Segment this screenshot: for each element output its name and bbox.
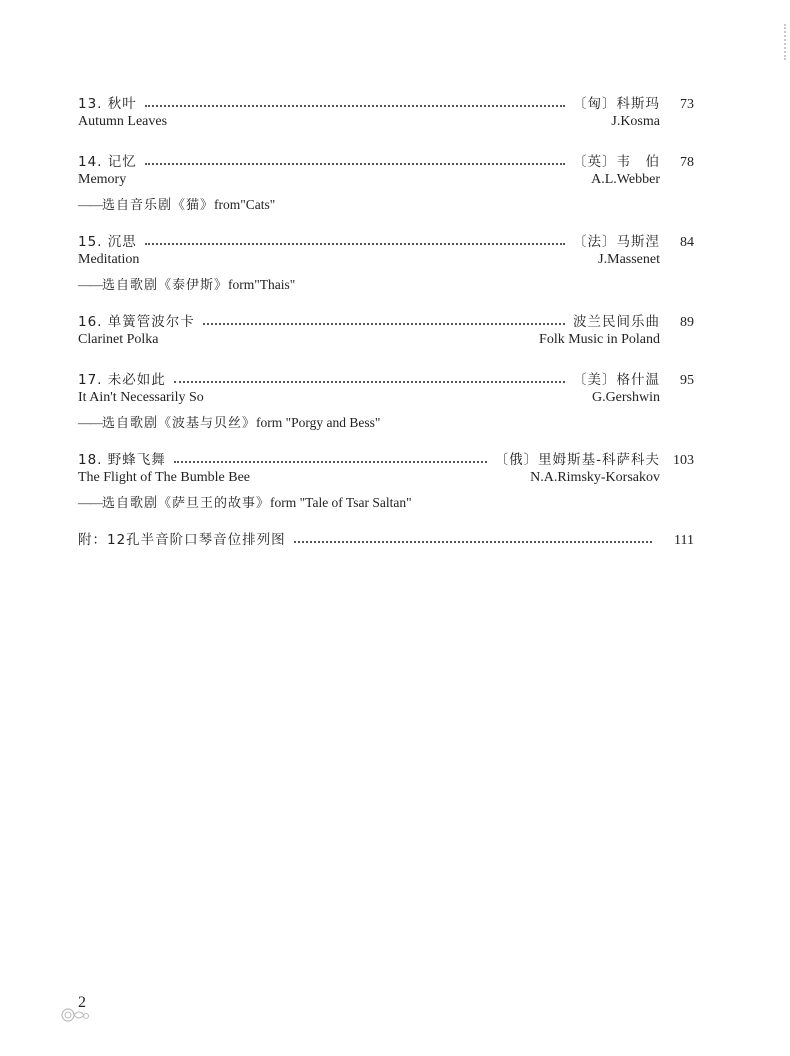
entry-english-composer: N.A.Rimsky-Korsakov	[530, 470, 660, 485]
entry-composer: 〔美〕格什温	[573, 372, 660, 388]
entry-english-title: Meditation	[78, 252, 140, 267]
entry-page: 103	[673, 453, 694, 468]
leader-dots	[174, 460, 487, 463]
entry-page: 89	[680, 315, 694, 330]
entry-page: 78	[680, 155, 694, 170]
entry-source	[78, 274, 694, 296]
entry-title: 15. 沉思	[78, 234, 137, 250]
source-zh: 选自音乐剧《猫》	[102, 198, 215, 213]
entry-title: 18. 野蜂飞舞	[78, 452, 166, 468]
leader-dots	[294, 540, 652, 543]
source-dash: ——	[78, 495, 102, 510]
entry-source	[78, 194, 694, 216]
source-en: from"Cats"	[214, 197, 276, 212]
toc-entry	[78, 230, 694, 296]
entry-composer: 〔法〕马斯涅	[573, 234, 660, 250]
source-zh: 选自歌剧《波基与贝丝》	[102, 416, 257, 431]
entry-page: 95	[680, 373, 694, 388]
entry-title: 16. 单簧管波尔卡	[78, 314, 195, 330]
entry-english-composer: A.L.Webber	[591, 172, 660, 187]
toc-entry	[78, 448, 694, 514]
page-edge-marks	[782, 24, 786, 60]
leader-dots	[145, 242, 565, 245]
leader-dots	[174, 380, 565, 383]
toc-entry	[78, 310, 694, 354]
entry-page: 84	[680, 235, 694, 250]
ornament-icon	[58, 1004, 92, 1024]
appendix-page: 111	[674, 533, 694, 548]
source-zh: 选自歌剧《萨旦王的故事》	[102, 496, 271, 511]
entry-english-composer: G.Gershwin	[591, 390, 660, 405]
entry-page: 73	[680, 97, 694, 112]
entry-english-composer: Folk Music in Poland	[539, 332, 660, 347]
source-en: form "Tale of Tsar Saltan"	[270, 495, 412, 510]
leader-dots	[145, 104, 565, 107]
leader-dots	[145, 162, 565, 165]
page-number: 2	[78, 994, 86, 1011]
source-dash: ——	[78, 197, 102, 212]
entry-english-composer: J.Massenet	[598, 252, 660, 267]
leader-dots	[203, 322, 565, 325]
entry-title: 14. 记忆	[78, 154, 137, 170]
entry-english-composer: J.Kosma	[611, 114, 660, 129]
entry-composer: 〔匈〕科斯玛	[573, 96, 660, 112]
entry-source	[78, 492, 694, 514]
entry-english-title: Autumn Leaves	[78, 114, 168, 129]
toc-entry	[78, 92, 694, 136]
table-of-contents	[78, 92, 694, 564]
entry-english-title: Memory	[78, 172, 127, 187]
source-en: form"Thais"	[228, 277, 296, 292]
entry-title: 13. 秋叶	[78, 96, 137, 112]
source-dash: ——	[78, 415, 102, 430]
source-en: form "Porgy and Bess"	[256, 415, 381, 430]
entry-title: 17. 未必如此	[78, 372, 166, 388]
toc-entry	[78, 368, 694, 434]
entry-english-title: Clarinet Polka	[78, 332, 159, 347]
entry-english-title: It Ain't Necessarily So	[78, 390, 204, 405]
toc-appendix	[78, 528, 694, 550]
page-footer	[58, 994, 98, 1024]
appendix-title: 附：12孔半音阶口琴音位排列图	[78, 532, 286, 548]
entry-composer: 〔英〕韦 伯	[573, 154, 660, 170]
entry-composer: 〔俄〕里姆斯基-科萨科夫	[494, 452, 660, 468]
entry-composer: 波兰民间乐曲	[573, 314, 660, 330]
source-dash: ——	[78, 277, 102, 292]
entry-source	[78, 412, 694, 434]
toc-entry	[78, 150, 694, 216]
source-zh: 选自歌剧《泰伊斯》	[102, 278, 229, 293]
entry-english-title: The Flight of The Bumble Bee	[78, 470, 250, 485]
